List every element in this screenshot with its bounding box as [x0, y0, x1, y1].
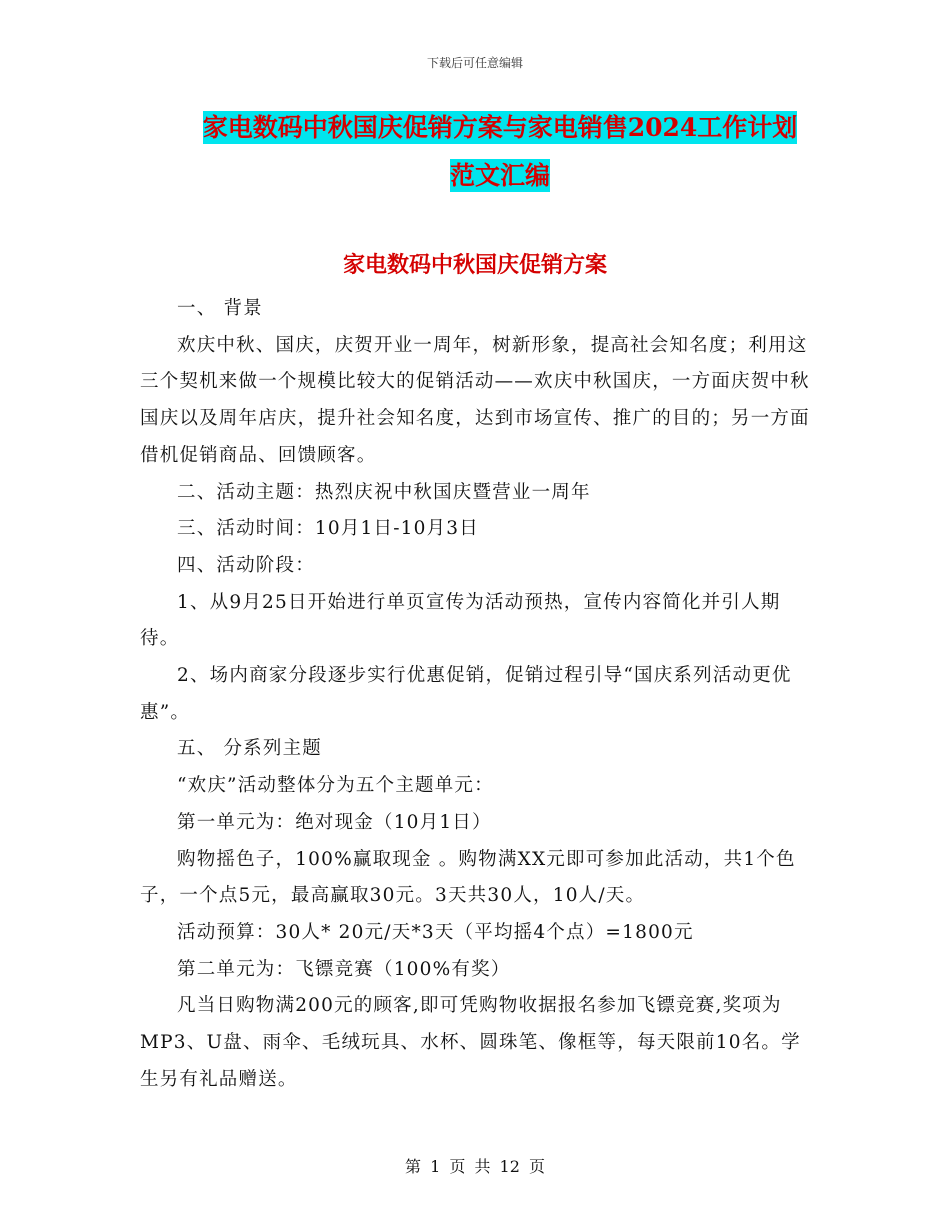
section-title: 家电数码中秋国庆促销方案 — [342, 252, 607, 278]
paragraph: 一、 背景 — [177, 298, 263, 319]
paragraph: 第一单元为：绝对现金（10月1日） — [177, 811, 492, 833]
paragraph: 2、场内商家分段逐步实行优惠促销，促销过程引导“国庆系列活动更优惠”。 — [140, 665, 792, 723]
paragraph: 四、活动阶段： — [177, 554, 315, 576]
paragraph: 三、活动时间：10月1日-10月3日 — [177, 518, 479, 540]
document-body — [140, 291, 810, 1098]
paragraph: 凡当日购物满200元的顾客,即可凭购物收据报名参加飞镖竞赛,奖项为MP3、U盘、雨伞、毛绒玩具、水杯、圆珠笔、像框等，每天限前10名。学生另有礼品赠送。 — [140, 995, 801, 1090]
paragraph: 二、活动主题：热烈庆祝中秋国庆暨营业一周年 — [177, 481, 591, 503]
paragraph: 第二单元为：飞镖竞赛（100%有奖） — [177, 958, 511, 980]
paragraph: 购物摇色子，100%赢取现金 。购物满XX元即可参加此活动，共1个色子，一个点5元，最高赢取30元。3天共30人，10人/天。 — [140, 848, 796, 907]
paragraph: 欢庆中秋、国庆，庆贺开业一周年，树新形象，提高社会知名度；利用这三个契机来做一个规模比较大的促销活动——欢庆中秋国庆，一方面庆贺中秋国庆以及周年店庆，提升社会知名度，达到市场宣传、推广的目的；另一方面借机促销商品、回馈顾客。 — [140, 334, 810, 466]
paragraph: “欢庆”活动整体分为五个主题单元： — [177, 775, 494, 797]
document-title-line-2: 范文汇编 — [449, 161, 550, 190]
paragraph: 五、 分系列主题 — [177, 738, 322, 760]
document-title-line-1: 家电数码中秋国庆促销方案与家电销售2024工作计划 — [202, 113, 798, 142]
paragraph: 活动预算：30人* 20元/天*3天（平均摇4个点）=1800元 — [177, 921, 694, 943]
header-note: 下载后可任意编辑 — [426, 56, 523, 70]
document-title — [140, 104, 860, 200]
paragraph: 1、从9月25日开始进行单页宣传为活动预热，宣传内容简化并引人期待。 — [140, 591, 781, 650]
page-number-footer: 第 1 页 共 12 页 — [405, 1157, 545, 1176]
